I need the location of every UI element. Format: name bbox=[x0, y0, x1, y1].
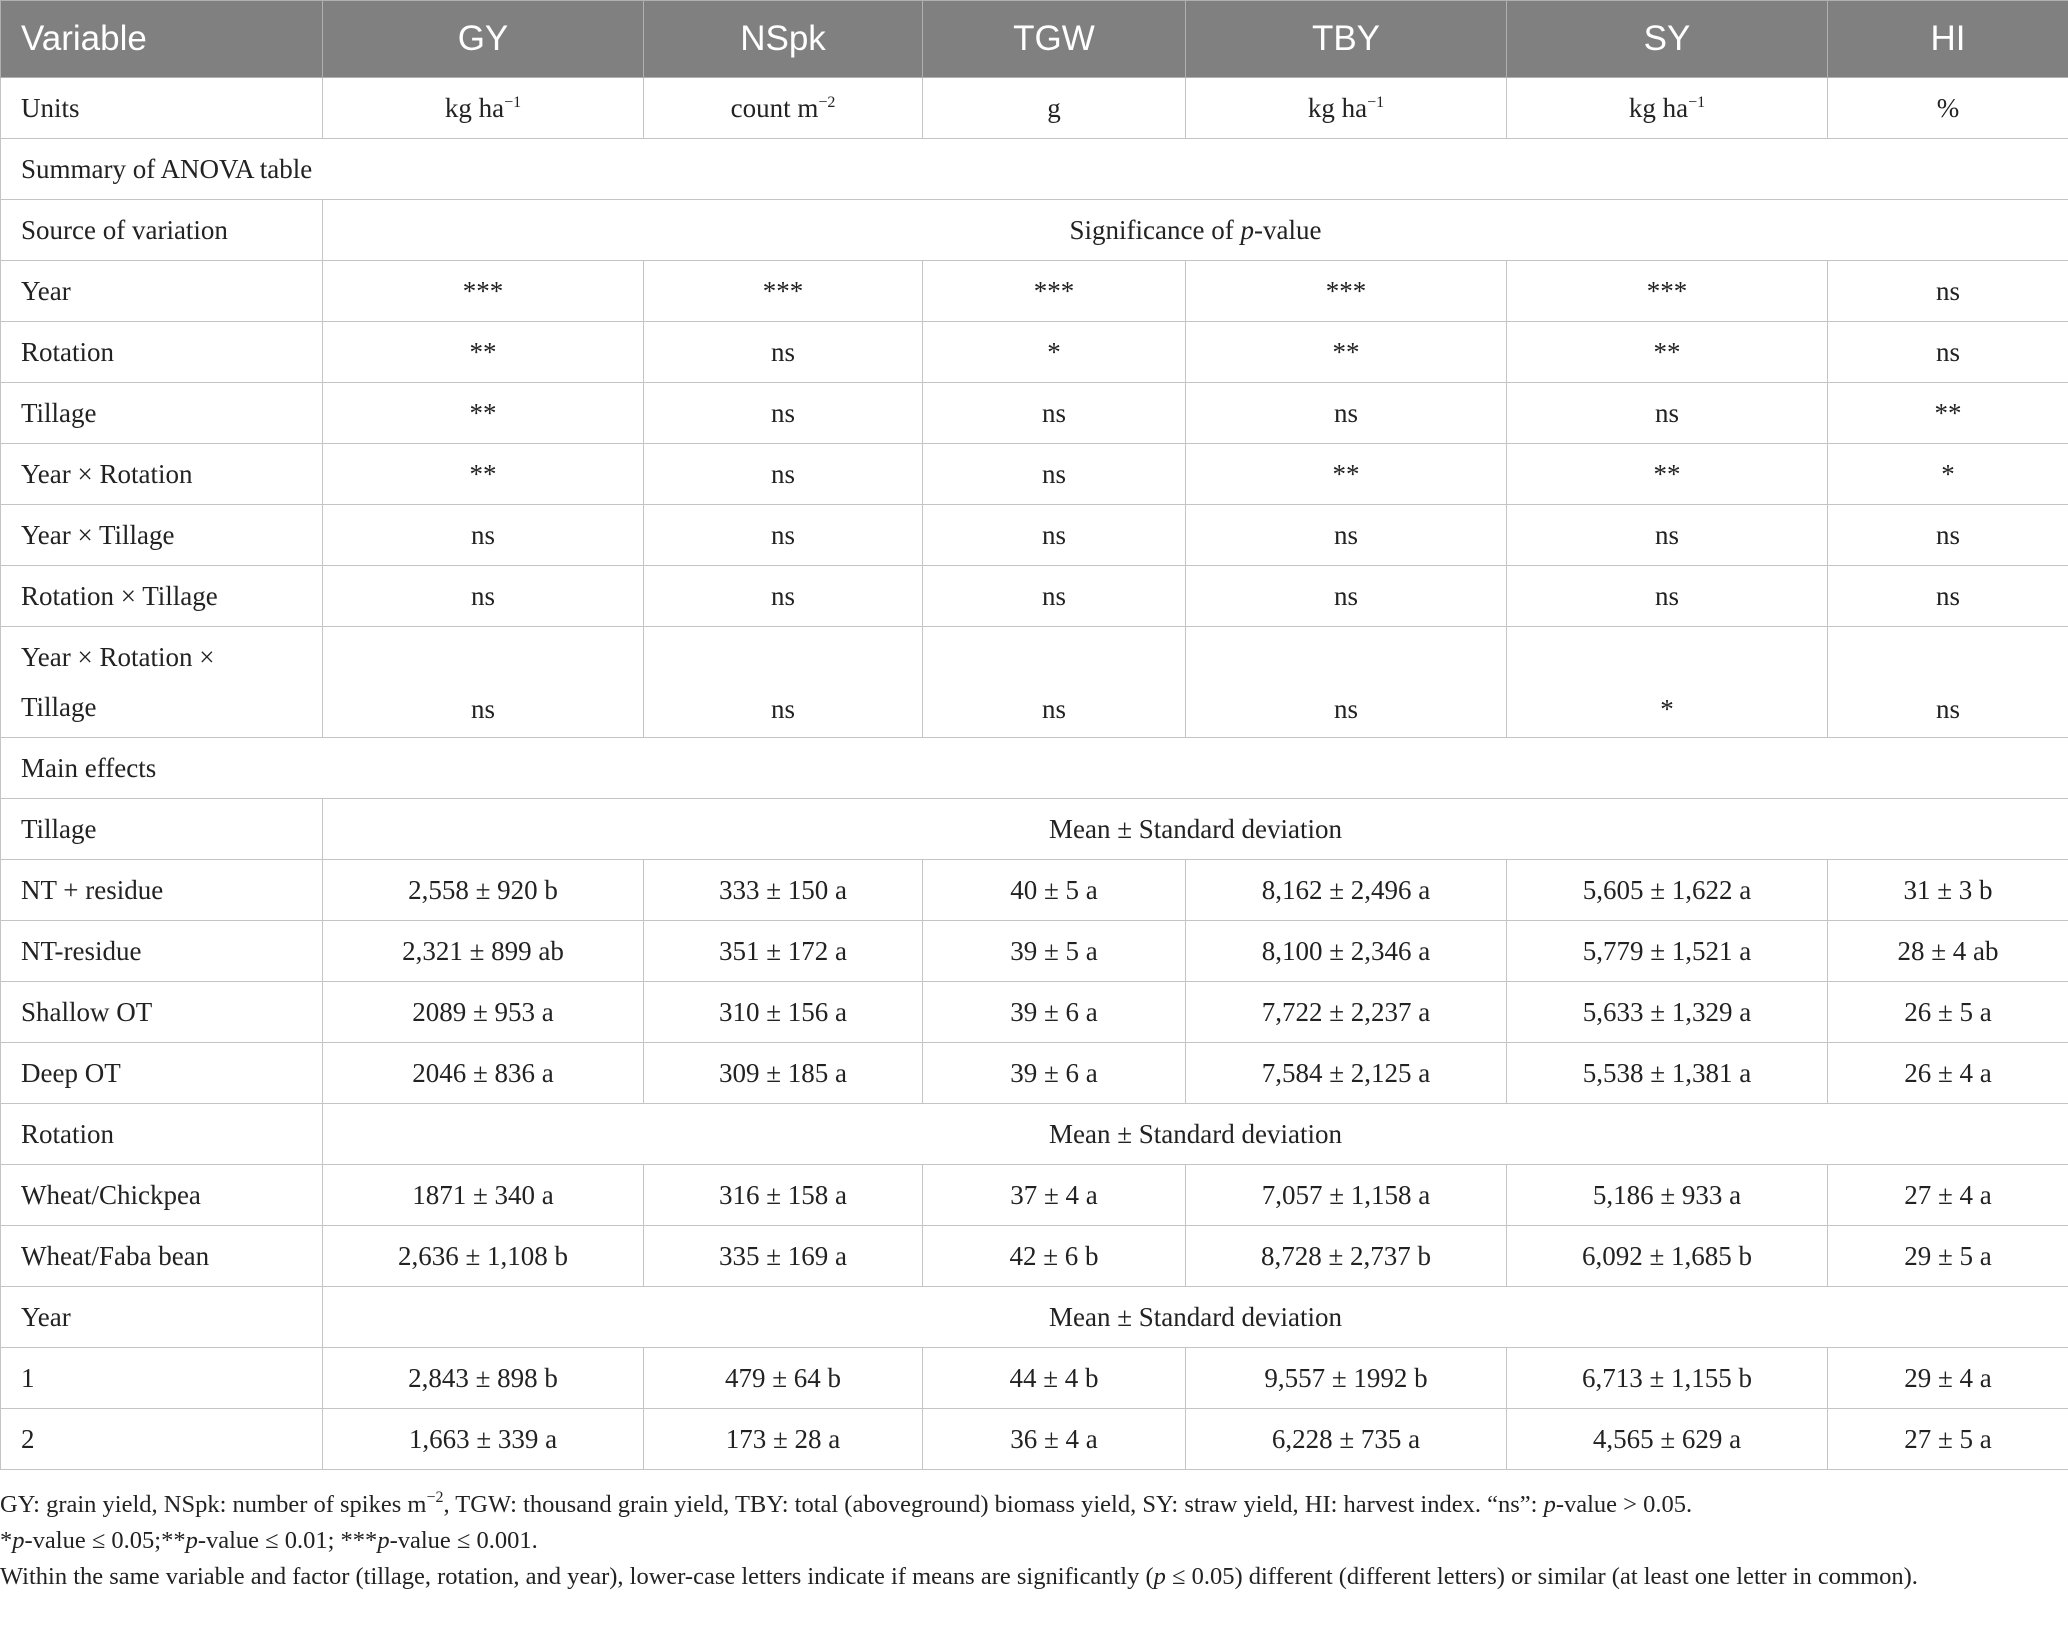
units-tby bbox=[1186, 78, 1507, 139]
rotation-level-gy-cell: 2,636 ± 1,108 b bbox=[323, 1226, 644, 1287]
tillage-level-gy-cell: 2,558 ± 920 b bbox=[323, 860, 644, 921]
units-nspk-sup: −2 bbox=[818, 93, 836, 111]
anova-effect-nspk-cell: ns bbox=[644, 444, 923, 505]
year-level-nspk-cell: 479 ± 64 b bbox=[644, 1348, 923, 1409]
tillage-level-tby-cell: 8,100 ± 2,346 a bbox=[1186, 921, 1507, 982]
anova-effect-tby-cell: ns bbox=[1186, 383, 1507, 444]
anova-effect-sy-cell: ns bbox=[1507, 566, 1828, 627]
tillage-level-tgw-cell: 39 ± 6 a bbox=[923, 982, 1186, 1043]
units-sy bbox=[1507, 78, 1828, 139]
anova-effect-tgw-cell: ns bbox=[923, 444, 1186, 505]
rotation-level-nspk-cell: 316 ± 158 a bbox=[644, 1165, 923, 1226]
tillage-level-nspk-cell: 351 ± 172 a bbox=[644, 921, 923, 982]
header-tby: TBY bbox=[1186, 1, 1507, 78]
group-header-row bbox=[1, 1287, 2068, 1348]
year-level-hi-cell: 29 ± 4 a bbox=[1828, 1348, 2068, 1409]
tillage-level-row bbox=[1, 921, 2068, 982]
anova-effect-nspk-cell: ns bbox=[644, 322, 923, 383]
anova-effect-hi-cell: ns bbox=[1828, 505, 2068, 566]
anova-effect-label: Year × Rotation bbox=[1, 444, 323, 505]
footnote-p: p bbox=[1153, 1563, 1166, 1590]
tillage-level-row bbox=[1, 860, 2068, 921]
anova-effect-tgw-cell: ns bbox=[923, 627, 1186, 738]
rotation-level-label: Wheat/Chickpea bbox=[1, 1165, 323, 1226]
footnote-p: p bbox=[377, 1527, 390, 1554]
tillage-level-row bbox=[1, 982, 2068, 1043]
tillage-level-label: NT + residue bbox=[1, 860, 323, 921]
tillage-level-nspk-cell: 333 ± 150 a bbox=[644, 860, 923, 921]
tillage-level-gy-cell: 2046 ± 836 a bbox=[323, 1043, 644, 1104]
anova-effect-label: Rotation × Tillage bbox=[1, 566, 323, 627]
anova-effect-hi-cell: ns bbox=[1828, 627, 2068, 738]
group-label: Tillage bbox=[1, 799, 323, 860]
group-stat-label: Mean ± Standard deviation bbox=[323, 1104, 2068, 1165]
anova-effect-row bbox=[1, 383, 2068, 444]
year-level-row bbox=[1, 1348, 2068, 1409]
anova-effect-hi-cell: ns bbox=[1828, 261, 2068, 322]
units-tby-sup: −1 bbox=[1367, 93, 1385, 111]
footnote-text: -value ≤ 0.01; *** bbox=[197, 1527, 378, 1554]
anova-effect-nspk-cell: ns bbox=[644, 505, 923, 566]
anova-effect-sy-cell: ** bbox=[1507, 444, 1828, 505]
anova-effect-nspk-cell: ns bbox=[644, 627, 923, 738]
tillage-level-tgw-cell: 39 ± 6 a bbox=[923, 1043, 1186, 1104]
anova-effect-tby-cell: ns bbox=[1186, 566, 1507, 627]
header-tgw: TGW bbox=[923, 1, 1186, 78]
header-gy: GY bbox=[323, 1, 644, 78]
footnote-text: -value ≤ 0.05;** bbox=[24, 1527, 186, 1554]
anova-effect-row bbox=[1, 444, 2068, 505]
rotation-level-sy-cell: 5,186 ± 933 a bbox=[1507, 1165, 1828, 1226]
tillage-level-tby-cell: 7,722 ± 2,237 a bbox=[1186, 982, 1507, 1043]
year-level-tby-cell: 9,557 ± 1992 b bbox=[1186, 1348, 1507, 1409]
rotation-level-tgw-cell: 42 ± 6 b bbox=[923, 1226, 1186, 1287]
tillage-level-label: Deep OT bbox=[1, 1043, 323, 1104]
anova-effect-tby-cell: ** bbox=[1186, 444, 1507, 505]
anova-effect-hi-cell: ns bbox=[1828, 566, 2068, 627]
year-level-label: 2 bbox=[1, 1409, 323, 1470]
units-sy-base: kg ha bbox=[1628, 92, 1689, 123]
anova-effect-sy-cell: *** bbox=[1507, 261, 1828, 322]
anova-effect-tby-cell: *** bbox=[1186, 261, 1507, 322]
anova-effect-label-line-2: Tillage bbox=[21, 692, 97, 722]
header-hi: HI bbox=[1828, 1, 2068, 78]
units-sy-sup: −1 bbox=[1688, 93, 1706, 111]
units-hi: % bbox=[1828, 78, 2068, 139]
anova-effect-tgw-cell: *** bbox=[923, 261, 1186, 322]
anova-effect-tgw-cell: ns bbox=[923, 505, 1186, 566]
rotation-level-sy-cell: 6,092 ± 1,685 b bbox=[1507, 1226, 1828, 1287]
significance-prefix: Significance of bbox=[1069, 214, 1241, 245]
header-sy: SY bbox=[1507, 1, 1828, 78]
footnote-text: * bbox=[0, 1527, 13, 1554]
table-header-row bbox=[1, 1, 2068, 78]
anova-effect-row bbox=[1, 322, 2068, 383]
significance-suffix: -value bbox=[1253, 214, 1322, 245]
footnote-line-3 bbox=[0, 1559, 2030, 1595]
anova-effect-label: Rotation bbox=[1, 322, 323, 383]
anova-effect-nspk-cell: *** bbox=[644, 261, 923, 322]
significance-p: p bbox=[1240, 214, 1254, 245]
year-level-hi-cell: 27 ± 5 a bbox=[1828, 1409, 2068, 1470]
footnote-text: -value ≤ 0.001. bbox=[389, 1527, 538, 1554]
year-level-sy-cell: 4,565 ± 629 a bbox=[1507, 1409, 1828, 1470]
group-stat-label: Mean ± Standard deviation bbox=[323, 1287, 2068, 1348]
source-row bbox=[1, 200, 2068, 261]
rotation-level-hi-cell: 27 ± 4 a bbox=[1828, 1165, 2068, 1226]
table-footnotes bbox=[0, 1487, 2030, 1595]
tillage-level-hi-cell: 26 ± 4 a bbox=[1828, 1043, 2068, 1104]
footnote-text: GY: grain yield, NSpk: number of spikes m bbox=[0, 1491, 427, 1518]
header-variable: Variable bbox=[1, 1, 323, 78]
year-level-nspk-cell: 173 ± 28 a bbox=[644, 1409, 923, 1470]
tillage-level-sy-cell: 5,633 ± 1,329 a bbox=[1507, 982, 1828, 1043]
anova-effect-tby-cell: ns bbox=[1186, 627, 1507, 738]
rotation-level-nspk-cell: 335 ± 169 a bbox=[644, 1226, 923, 1287]
rotation-level-hi-cell: 29 ± 5 a bbox=[1828, 1226, 2068, 1287]
footnote-text: Within the same variable and factor (tillage, rotation, and year), lower-case letters indicate if means are significantly ( bbox=[0, 1563, 1154, 1590]
header-nspk: NSpk bbox=[644, 1, 923, 78]
tillage-level-sy-cell: 5,605 ± 1,622 a bbox=[1507, 860, 1828, 921]
tillage-level-hi-cell: 28 ± 4 ab bbox=[1828, 921, 2068, 982]
group-header-row bbox=[1, 1104, 2068, 1165]
units-label: Units bbox=[1, 78, 323, 139]
group-label: Rotation bbox=[1, 1104, 323, 1165]
units-tby-base: kg ha bbox=[1307, 92, 1368, 123]
anova-effect-gy-cell: ns bbox=[323, 566, 644, 627]
units-nspk-base: count m bbox=[730, 92, 819, 123]
anova-effect-sy-cell: ns bbox=[1507, 505, 1828, 566]
tillage-level-nspk-cell: 309 ± 185 a bbox=[644, 1043, 923, 1104]
rotation-level-tby-cell: 8,728 ± 2,737 b bbox=[1186, 1226, 1507, 1287]
footnote-text: -value > 0.05. bbox=[1555, 1491, 1693, 1518]
year-level-row bbox=[1, 1409, 2068, 1470]
anova-effect-tby-cell: ** bbox=[1186, 322, 1507, 383]
tillage-level-sy-cell: 5,538 ± 1,381 a bbox=[1507, 1043, 1828, 1104]
rotation-level-row bbox=[1, 1226, 2068, 1287]
tillage-level-hi-cell: 31 ± 3 b bbox=[1828, 860, 2068, 921]
group-label: Year bbox=[1, 1287, 323, 1348]
group-header-row bbox=[1, 799, 2068, 860]
rotation-level-tby-cell: 7,057 ± 1,158 a bbox=[1186, 1165, 1507, 1226]
tillage-level-hi-cell: 26 ± 5 a bbox=[1828, 982, 2068, 1043]
anova-effect-row bbox=[1, 505, 2068, 566]
anova-effect-label: Year × Tillage bbox=[1, 505, 323, 566]
tillage-level-sy-cell: 5,779 ± 1,521 a bbox=[1507, 921, 1828, 982]
anova-effect-tgw-cell: ns bbox=[923, 566, 1186, 627]
anova-effect-label: Year bbox=[1, 261, 323, 322]
rotation-level-gy-cell: 1871 ± 340 a bbox=[323, 1165, 644, 1226]
tillage-level-tgw-cell: 40 ± 5 a bbox=[923, 860, 1186, 921]
tillage-level-label: NT-residue bbox=[1, 921, 323, 982]
anova-effect-label: Tillage bbox=[1, 383, 323, 444]
source-label: Source of variation bbox=[1, 200, 323, 261]
anova-effect-tgw-cell: * bbox=[923, 322, 1186, 383]
anova-effect-sy-cell: ** bbox=[1507, 322, 1828, 383]
units-nspk bbox=[644, 78, 923, 139]
group-stat-label: Mean ± Standard deviation bbox=[323, 799, 2068, 860]
units-gy bbox=[323, 78, 644, 139]
anova-effect-tgw-cell: ns bbox=[923, 383, 1186, 444]
main-effects-title: Main effects bbox=[1, 738, 2068, 799]
footnote-p: p bbox=[1543, 1491, 1556, 1518]
anova-effect-hi-cell: ns bbox=[1828, 322, 2068, 383]
footnote-sup: −2 bbox=[426, 1489, 444, 1506]
tillage-level-gy-cell: 2,321 ± 899 ab bbox=[323, 921, 644, 982]
anova-effect-gy-cell: *** bbox=[323, 261, 644, 322]
anova-effect-sy-cell: * bbox=[1507, 627, 1828, 738]
tillage-level-nspk-cell: 310 ± 156 a bbox=[644, 982, 923, 1043]
tillage-level-tby-cell: 7,584 ± 2,125 a bbox=[1186, 1043, 1507, 1104]
anova-effect-sy-cell: ns bbox=[1507, 383, 1828, 444]
anova-effect-label-line-1: Year × Rotation × bbox=[21, 642, 215, 672]
rotation-level-tgw-cell: 37 ± 4 a bbox=[923, 1165, 1186, 1226]
units-row bbox=[1, 78, 2068, 139]
footnote-line-1 bbox=[0, 1487, 2030, 1523]
anova-effect-label bbox=[1, 627, 323, 738]
anova-effect-tby-cell: ns bbox=[1186, 505, 1507, 566]
anova-effect-row bbox=[1, 566, 2068, 627]
footnote-text: , TGW: thousand grain yield, TBY: total (aboveground) biomass yield, SY: straw yield, HI: harvest index. “ns”: bbox=[443, 1491, 1544, 1518]
anova-effect-gy-cell: ** bbox=[323, 383, 644, 444]
anova-section-row bbox=[1, 139, 2068, 200]
rotation-level-row bbox=[1, 1165, 2068, 1226]
year-level-tby-cell: 6,228 ± 735 a bbox=[1186, 1409, 1507, 1470]
anova-effect-nspk-cell: ns bbox=[644, 383, 923, 444]
footnote-text: ≤ 0.05) different (different letters) or similar (at least one letter in common). bbox=[1165, 1563, 1918, 1590]
anova-effect-gy-cell: ** bbox=[323, 322, 644, 383]
units-gy-base: kg ha bbox=[444, 92, 505, 123]
rotation-level-label: Wheat/Faba bean bbox=[1, 1226, 323, 1287]
anova-effect-hi-cell: * bbox=[1828, 444, 2068, 505]
year-level-sy-cell: 6,713 ± 1,155 b bbox=[1507, 1348, 1828, 1409]
anova-effect-row bbox=[1, 261, 2068, 322]
main-effects-row bbox=[1, 738, 2068, 799]
anova-effect-nspk-cell: ns bbox=[644, 566, 923, 627]
significance-label bbox=[323, 200, 2068, 261]
tillage-level-gy-cell: 2089 ± 953 a bbox=[323, 982, 644, 1043]
year-level-tgw-cell: 36 ± 4 a bbox=[923, 1409, 1186, 1470]
tillage-level-label: Shallow OT bbox=[1, 982, 323, 1043]
anova-effect-gy-cell: ns bbox=[323, 627, 644, 738]
anova-effect-row bbox=[1, 627, 2068, 738]
footnote-p: p bbox=[12, 1527, 25, 1554]
tillage-level-row bbox=[1, 1043, 2068, 1104]
year-level-tgw-cell: 44 ± 4 b bbox=[923, 1348, 1186, 1409]
tillage-level-tby-cell: 8,162 ± 2,496 a bbox=[1186, 860, 1507, 921]
year-level-label: 1 bbox=[1, 1348, 323, 1409]
year-level-gy-cell: 1,663 ± 339 a bbox=[323, 1409, 644, 1470]
units-tgw: g bbox=[923, 78, 1186, 139]
anova-section-title: Summary of ANOVA table bbox=[1, 139, 2068, 200]
anova-effect-gy-cell: ** bbox=[323, 444, 644, 505]
anova-effect-gy-cell: ns bbox=[323, 505, 644, 566]
footnote-p: p bbox=[185, 1527, 198, 1554]
year-level-gy-cell: 2,843 ± 898 b bbox=[323, 1348, 644, 1409]
anova-effect-hi-cell: ** bbox=[1828, 383, 2068, 444]
tillage-level-tgw-cell: 39 ± 5 a bbox=[923, 921, 1186, 982]
units-gy-sup: −1 bbox=[504, 93, 522, 111]
footnote-line-2 bbox=[0, 1523, 2030, 1559]
